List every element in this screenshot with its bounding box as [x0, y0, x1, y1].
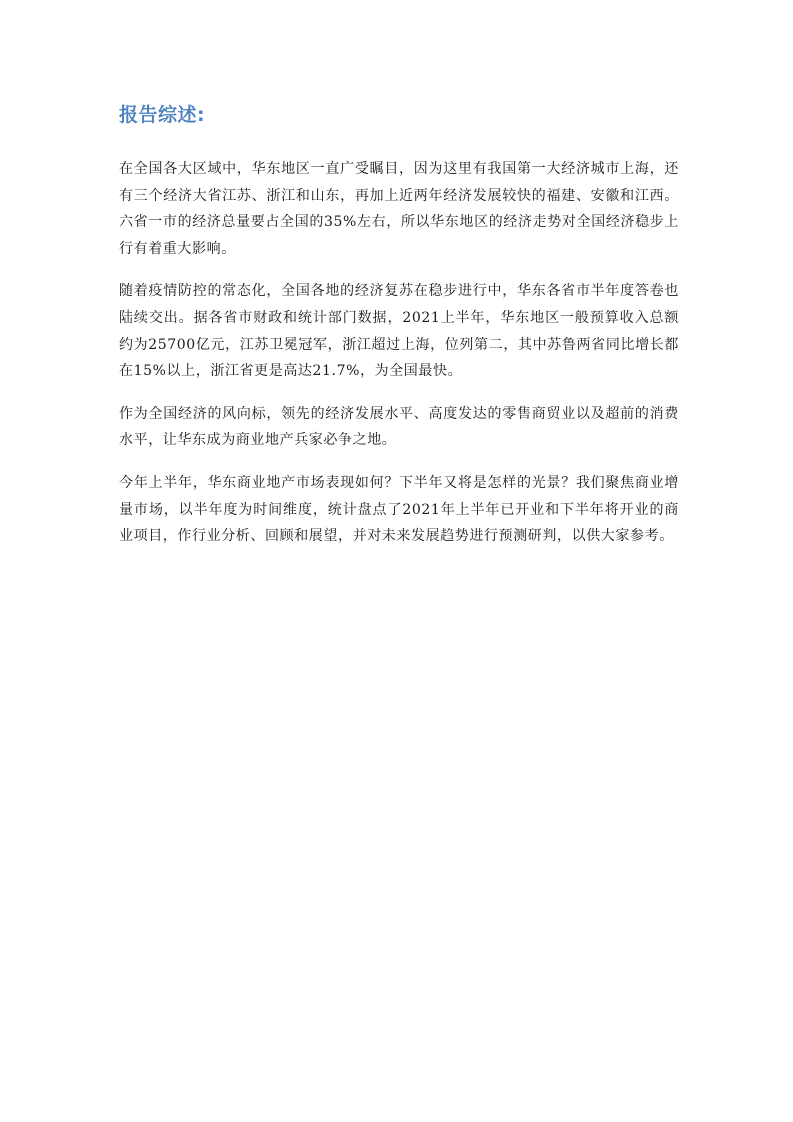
- paragraph-revenue-data: 随着疫情防控的常态化，全国各地的经济复苏在稳步进行中，华东各省市半年度答卷也陆续交出。据各省市财政和统计部门数据，2021上半年，华东地区一般预算收入总额约为25700亿元，江苏卫冕冠军，浙江超过上海，位列第二，其中苏鲁两省同比增长都在15%以上，浙江省更是高达21.7%，为全国最快。: [119, 283, 679, 380]
- paragraph-report-scope: 今年上半年，华东商业地产市场表现如何？下半年又将是怎样的光景？我们聚焦商业增量市场，以半年度为时间维度，统计盘点了2021年上半年已开业和下半年将开业的商业项目，作行业分析、回顾和展望，并对未来发展趋势进行预测研判，以供大家参考。: [119, 474, 679, 545]
- paragraph-commercial-realestate: 作为全国经济的风向标，领先的经济发展水平、高度发达的零售商贸业以及超前的消费水平，让华东成为商业地产兵家必争之地。: [119, 405, 679, 449]
- paragraph-east-china-overview: 在全国各大区域中，华东地区一直广受瞩目，因为这里有我国第一大经济城市上海，还有三个经济大省江苏、浙江和山东，再加上近两年经济发展较快的福建、安徽和江西。六省一市的经济总量要占全国的35%左右，所以华东地区的经济走势对全国经济稳步上行有着重大影响。: [119, 161, 679, 257]
- section-heading: 报告综述:: [119, 104, 206, 126]
- report-summary-section: [119, 100, 679, 550]
